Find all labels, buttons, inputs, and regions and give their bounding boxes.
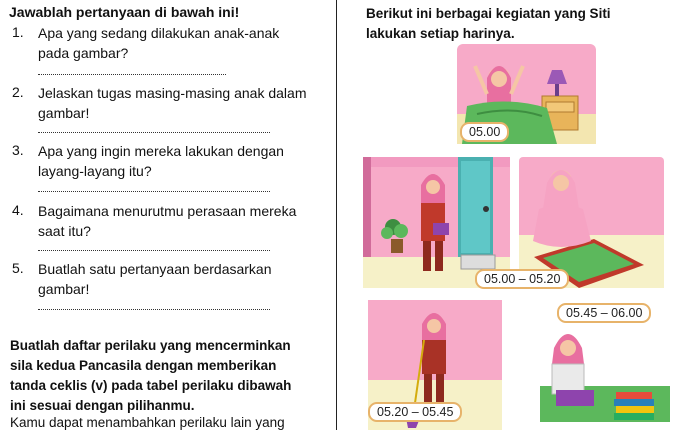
instruction-line-1: Buatlah daftar perilaku yang mencerminkan — [10, 338, 291, 353]
praying-illustration — [484, 157, 664, 288]
activities-title — [366, 4, 666, 44]
garden-illustration — [368, 300, 502, 430]
answer-line-3[interactable] — [38, 191, 270, 192]
answer-line-5[interactable] — [38, 309, 270, 310]
question-4-line2: saat itu? — [38, 223, 91, 239]
time-badge-cleaning: 05.00 – 05.20 — [475, 269, 569, 289]
time-badge-wake-up: 05.00 — [460, 122, 509, 142]
question-4-number: 4. — [12, 202, 24, 218]
question-3-line1: Apa yang ingin mereka lakukan dengan — [38, 143, 284, 159]
question-2-line1: Jelaskan tugas masing-masing anak dalam — [38, 85, 307, 101]
question-3 — [38, 141, 323, 181]
study-illustration — [520, 300, 670, 422]
instruction-line-4: ini sesuai dengan pilihanmu. — [10, 398, 195, 413]
answer-line-4[interactable] — [38, 250, 270, 251]
question-5-number: 5. — [12, 260, 24, 276]
question-5-line2: gambar! — [38, 281, 90, 297]
question-5-line1: Buatlah satu pertanyaan berdasarkan — [38, 261, 272, 277]
time-badge-study: 05.45 – 06.00 — [557, 303, 651, 323]
question-2-line2: gambar! — [38, 105, 90, 121]
question-3-number: 3. — [12, 142, 24, 158]
answer-line-2[interactable] — [38, 132, 270, 133]
instruction-paragraph — [10, 336, 320, 416]
question-4-line1: Bagaimana menurutmu perasaan mereka — [38, 203, 297, 219]
activities-title-line2: lakukan setiap harinya. — [366, 26, 515, 41]
question-5 — [38, 259, 323, 299]
activities-column — [337, 0, 686, 430]
question-1-line1: Apa yang sedang dilakukan anak-anak — [38, 25, 280, 41]
question-1 — [38, 23, 323, 63]
question-3-line2: layang-layang itu? — [38, 163, 152, 179]
time-badge-morning: 05.20 – 05.45 — [368, 402, 462, 422]
question-1-number: 1. — [12, 24, 24, 40]
instruction-line-3: tanda ceklis (v) pada tabel perilaku dibawah — [10, 378, 292, 393]
extra-note: Kamu dapat menambahkan perilaku lain yang — [10, 415, 285, 430]
answer-line-1[interactable] — [38, 74, 226, 75]
instruction-line-2: sila kedua Pancasila dengan memberikan — [10, 358, 277, 373]
question-4 — [38, 201, 323, 241]
wake-up-illustration — [457, 44, 596, 144]
questions-column — [0, 0, 335, 430]
question-2-number: 2. — [12, 84, 24, 100]
question-1-line2: pada gambar? — [38, 45, 129, 61]
activities-title-line1: Berikut ini berbagai kegiatan yang Siti — [366, 6, 611, 21]
questions-title: Jawablah pertanyaan di bawah ini! — [9, 4, 240, 20]
question-2 — [38, 83, 323, 123]
